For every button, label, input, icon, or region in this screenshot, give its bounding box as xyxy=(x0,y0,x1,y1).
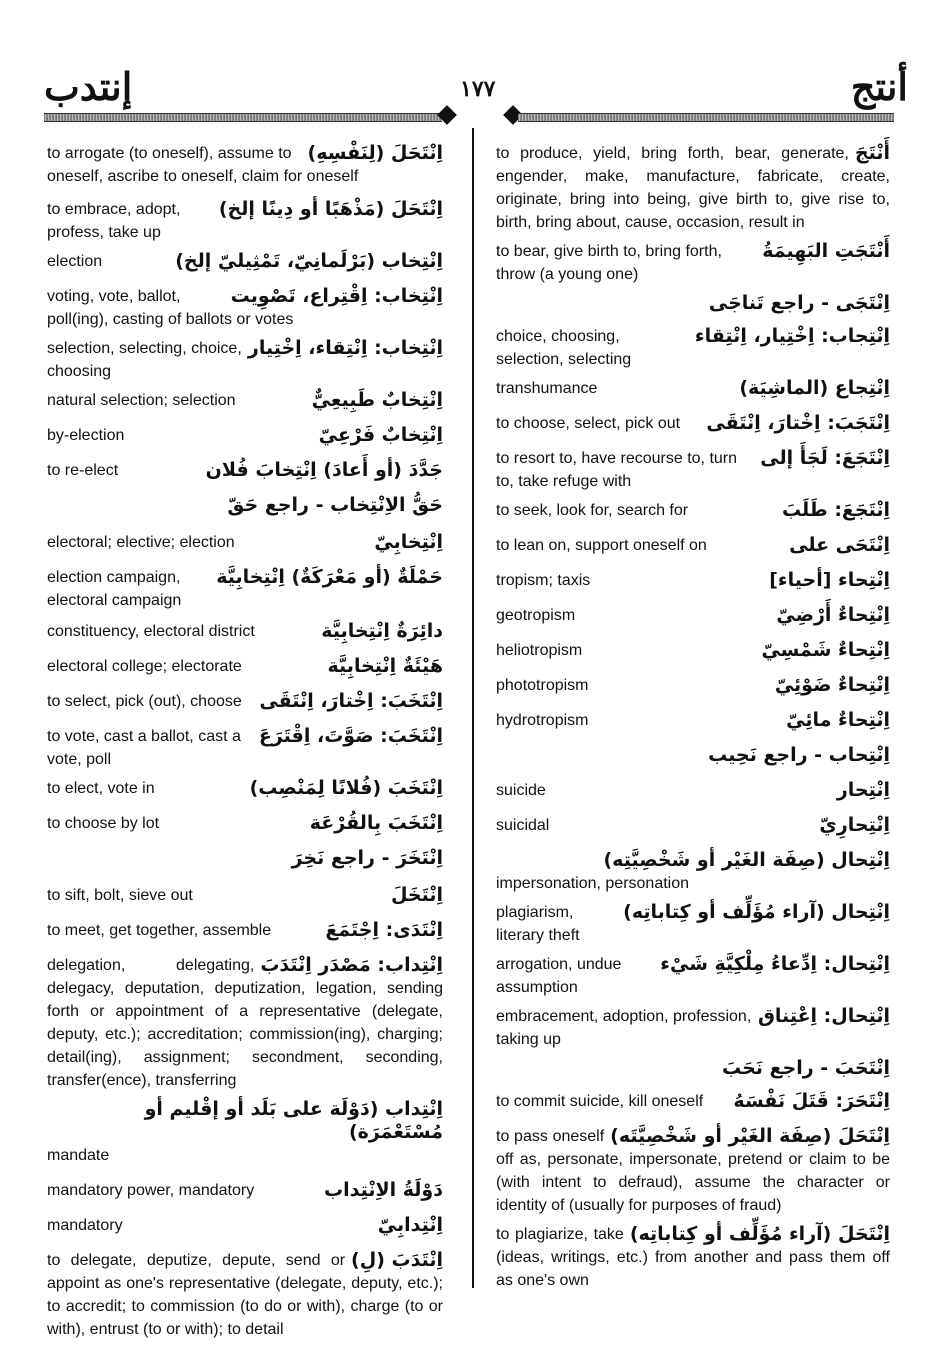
dictionary-entry xyxy=(496,292,890,315)
arabic-headword: اِنْتِحارِيّ xyxy=(819,814,890,836)
dictionary-entry xyxy=(47,954,443,1092)
english-definition: mandatory xyxy=(47,1217,123,1234)
dictionary-entry xyxy=(496,779,890,802)
english-definition: to plagiarize, take (ideas, writings, etc.) from another and pass them off as one's own xyxy=(496,1226,890,1289)
dictionary-entry xyxy=(496,1005,890,1051)
dictionary-entry xyxy=(496,142,890,234)
arabic-headword: حَمْلَةٌ (أو مَعْرَكَةٌ) اِنْتِخابِيَّة xyxy=(216,566,443,588)
english-definition: heliotropism xyxy=(496,642,583,659)
arabic-headword: اِنْتِخابٌ فَرْعِيّ xyxy=(318,424,443,446)
dictionary-entry xyxy=(496,569,890,592)
dictionary-entry xyxy=(47,1179,443,1202)
arabic-headword: اِنْتِحاءٌ مائِيّ xyxy=(786,709,890,731)
dictionary-entry xyxy=(496,325,890,371)
arabic-headword: اِنْتَخَبَ: اِخْتارَ، اِنْتَقَى xyxy=(259,690,443,712)
english-definition: choice, choosing, selection, selecting xyxy=(496,328,632,368)
english-definition: election campaign, electoral campaign xyxy=(47,569,182,609)
arabic-headword: اِنْتِخاب: اِقْتِراع، تَصْوِيت xyxy=(230,285,443,307)
arabic-headword: اِنْتَجَعَ: لَجَأَ إلى xyxy=(760,447,890,469)
english-definition: to bear, give birth to, bring forth, throw (a young one) xyxy=(496,243,722,283)
arabic-headword: اِنْتَدَبَ (لِ) xyxy=(351,1249,443,1271)
arabic-headword: اِنْتِحاء [أحياء] xyxy=(769,569,890,591)
english-definition: to produce, yield, bring forth, bear, generate, engender, make, manufacture, fabricate, create, originate, bring into being, give birth to, give rise to, birth, bring about, cause, occasion, result in xyxy=(496,145,890,231)
dictionary-entry xyxy=(496,901,890,947)
arabic-headword: اِنْتَحَلَ (مَذْهَبًا أو دِينًا إلخ) xyxy=(218,198,443,220)
dictionary-entry xyxy=(496,1090,890,1113)
dictionary-entry xyxy=(496,499,890,522)
dictionary-entry xyxy=(47,198,443,244)
arabic-headword: اِنْتَجَعَ: طَلَبَ xyxy=(781,499,890,521)
arabic-headword: اِنْتَخَبَ بِالقُرْعَة xyxy=(309,812,443,834)
dictionary-entry xyxy=(47,459,443,482)
dictionary-entry xyxy=(47,250,443,273)
dictionary-entry xyxy=(496,639,890,662)
dictionary-entry xyxy=(47,1098,443,1167)
arabic-headword: هَيْئَةٌ اِنْتِخابِيَّة xyxy=(327,655,443,677)
english-definition: to re-elect xyxy=(47,462,119,479)
english-definition: to vote, cast a ballot, cast a vote, poll xyxy=(47,728,241,768)
dictionary-entry xyxy=(47,725,443,771)
dictionary-entry xyxy=(47,531,443,554)
english-definition: to elect, vote in xyxy=(47,780,155,797)
english-definition: to seek, look for, search for xyxy=(496,502,689,519)
arabic-headword: اِنْتِحار xyxy=(836,779,890,801)
guide-word-right: أنتج xyxy=(850,64,908,109)
dictionary-entry xyxy=(47,285,443,331)
arabic-headword: اِنْتِجاع (الماشِيَة) xyxy=(739,377,890,399)
english-definition: to resort to, have recourse to, turn to, take refuge with xyxy=(496,450,738,490)
english-definition: to choose, select, pick out xyxy=(496,415,681,432)
dictionary-entry xyxy=(47,142,443,188)
english-definition: mandate xyxy=(47,1147,110,1164)
arabic-headword: جَدَّدَ (أو أَعادَ) اِنْتِخابَ فُلان xyxy=(205,459,443,481)
arabic-headword: اِنْتِخاب (بَرْلَمانِيّ، تَمْثِيليّ إلخ) xyxy=(175,250,443,272)
english-definition: tropism; taxis xyxy=(496,572,591,589)
arabic-headword: دائِرَةٌ اِنْتِخابِيَّة xyxy=(321,620,443,642)
english-definition: geotropism xyxy=(496,607,576,624)
arabic-headword: اِنْتِحال: اِدِّعاءُ مِلْكِيَّةِ شَيْء xyxy=(660,953,890,975)
dictionary-entry xyxy=(47,919,443,942)
arabic-headword: اِنْتَخَبَ: صَوَّتَ، اِقْتَرَعَ xyxy=(258,725,443,747)
dictionary-entry xyxy=(496,814,890,837)
english-definition: to commit suicide, kill oneself xyxy=(496,1093,704,1110)
header-rule-right xyxy=(518,113,894,122)
dictionary-entry xyxy=(47,389,443,412)
english-definition: hydrotropism xyxy=(496,712,589,729)
dictionary-entry xyxy=(47,1214,443,1237)
dictionary-entry xyxy=(496,744,890,767)
arabic-headword: اِنْتَحَرَ: قَتَلَ نَفْسَهُ xyxy=(733,1090,890,1112)
arabic-headword: اِنْتَحَى على xyxy=(789,534,890,556)
arabic-headword: اِنْتِحال (صِفَة الغَيْر أو شَخْصِيَّتِه) xyxy=(603,849,890,871)
arabic-headword: اِنْتَحَبَ - راجع نَحَبَ xyxy=(721,1057,890,1079)
right-column xyxy=(496,142,890,1292)
arabic-headword: اِنْتِجاب: اِخْتِيار، اِنْتِقاء xyxy=(694,325,890,347)
arabic-headword: اِنْتَحَلَ (صِفَة الغَيْر أو شَخْصِيَّتَه) xyxy=(610,1125,890,1147)
english-definition: selection, selecting, choice, choosing xyxy=(47,340,242,380)
arabic-headword: اِنْتِدابِيّ xyxy=(377,1214,443,1236)
english-definition: transhumance xyxy=(496,380,598,397)
left-column xyxy=(47,142,443,1341)
dictionary-entry xyxy=(47,620,443,643)
dictionary-entry xyxy=(496,412,890,435)
arabic-headword: اِنْتَخَبَ (فُلانًا لِمَنْصِب) xyxy=(249,777,443,799)
dictionary-entry xyxy=(496,240,890,286)
dictionary-entry xyxy=(496,534,890,557)
dictionary-entry xyxy=(496,1223,890,1292)
arabic-headword: دَوْلَةُ الاِنْتِداب xyxy=(324,1179,443,1201)
english-definition: to pass oneself off as, personate, impersonate, pretend or claim to be (with intent to defraud), assume the character or identity of (usually for purposes of fraud) xyxy=(496,1128,890,1214)
arabic-headword: اِنْتِحال (آراء مُؤَلِّف أو كِتاباتِه) xyxy=(623,901,890,923)
english-definition: voting, vote, ballot, poll(ing), casting of ballots or votes xyxy=(47,288,294,328)
dictionary-entry xyxy=(47,884,443,907)
dictionary-entry xyxy=(496,1125,890,1217)
english-definition: constituency, electoral district xyxy=(47,623,255,640)
dictionary-entry xyxy=(496,674,890,697)
english-definition: to choose by lot xyxy=(47,815,160,832)
english-definition: impersonation, personation xyxy=(496,875,690,892)
arabic-headword: أَنْتَجَ xyxy=(854,142,890,164)
dictionary-entry xyxy=(496,953,890,999)
dictionary-entry xyxy=(47,847,443,870)
arabic-headword: اِنْتِحاءٌ شَمْسِيّ xyxy=(761,639,890,661)
english-definition: to sift, bolt, sieve out xyxy=(47,887,193,904)
english-definition: to meet, get together, assemble xyxy=(47,922,272,939)
arabic-headword: أَنْتَجَتِ البَهِيمَةُ xyxy=(762,240,890,262)
arabic-headword: اِنْتَخَرَ - راجع نَخِرَ xyxy=(291,847,443,869)
header-rule-left xyxy=(44,113,442,122)
dictionary-entry xyxy=(47,337,443,383)
dictionary-entry xyxy=(496,377,890,400)
arabic-headword: اِنْتَجَى - راجع تَناجَى xyxy=(708,292,890,314)
arabic-headword: اِنْتَدَى: اِجْتَمَعَ xyxy=(325,919,443,941)
english-definition: mandatory power, mandatory xyxy=(47,1182,255,1199)
page-number: ١٧٧ xyxy=(460,76,496,102)
arabic-headword: اِنْتَجَبَ: اِخْتارَ، اِنْتَقَى xyxy=(706,412,890,434)
dictionary-entry xyxy=(47,655,443,678)
arabic-headword: اِنْتِداب (دَوْلَة على بَلَد أو إقْليم أو مُسْتَعْمَرَة) xyxy=(144,1098,443,1143)
dictionary-entry xyxy=(47,424,443,447)
english-definition: to lean on, support oneself on xyxy=(496,537,707,554)
column-divider xyxy=(472,128,474,1288)
dictionary-entry xyxy=(47,777,443,800)
page-header xyxy=(0,62,944,112)
english-definition: electoral; elective; election xyxy=(47,534,235,551)
english-definition: delegation, delegating, delegacy, deputation, deputization, legation, sending forth or appointment of a representative (delegate, deputy, etc.); accreditation; commission(ing), charging; detail(ing), assignment; secondment, seconding, transfer(ence), transferring xyxy=(47,957,443,1089)
dictionary-entry xyxy=(496,604,890,627)
english-definition: suicide xyxy=(496,782,546,799)
english-definition: election xyxy=(47,253,103,270)
english-definition: electoral college; electorate xyxy=(47,658,242,675)
english-definition: embracement, adoption, profession, taking up xyxy=(496,1008,752,1048)
arabic-headword: اِنْتِحاءٌ أَرْضِيّ xyxy=(776,604,890,626)
arabic-headword: اِنْتِحاب - راجع نَحِيب xyxy=(708,744,890,766)
dictionary-entry xyxy=(47,690,443,713)
english-definition: natural selection; selection xyxy=(47,392,236,409)
guide-word-left: إنتدب xyxy=(44,64,133,109)
english-definition: to select, pick (out), choose xyxy=(47,693,242,710)
english-definition: suicidal xyxy=(496,817,550,834)
dictionary-entry xyxy=(47,1249,443,1341)
dictionary-entry xyxy=(496,709,890,732)
arabic-headword: اِنْتَحَلَ (لِنَفْسِهِ) xyxy=(307,142,443,164)
english-definition: to embrace, adopt, profess, take up xyxy=(47,201,181,241)
english-definition: to arrogate (to oneself), assume to oneself, ascribe to oneself, claim for oneself xyxy=(47,145,359,185)
arabic-headword: اِنْتَحَلَ (آراء مُؤَلِّف أو كِتاباتِه) xyxy=(629,1223,890,1245)
dictionary-entry xyxy=(496,447,890,493)
arabic-headword: اِنْتَخَلَ xyxy=(390,884,443,906)
dictionary-entry xyxy=(47,494,443,517)
dictionary-entry xyxy=(47,566,443,612)
english-definition: arrogation, undue assumption xyxy=(496,956,622,996)
english-definition: plagiarism, literary theft xyxy=(496,904,580,944)
dictionary-entry xyxy=(496,1057,890,1080)
arabic-headword: اِنْتِداب: مَصْدَر اِنْتَدَبَ xyxy=(260,954,443,976)
arabic-headword: حَقُّ الاِنْتِخاب - راجع حَقّ xyxy=(227,494,443,516)
arabic-headword: اِنْتِخابِيّ xyxy=(374,531,443,553)
english-definition: to delegate, deputize, depute, send or appoint as one's representative (delegate, deputy, etc.); to accredit; to commission (to do or with), charge (to or with), entrust (to or with); to detail xyxy=(47,1252,443,1338)
dictionary-entry xyxy=(47,812,443,835)
english-definition: phototropism xyxy=(496,677,589,694)
arabic-headword: اِنْتِخابٌ طَبِيعِيٌّ xyxy=(311,389,443,411)
arabic-headword: اِنْتِخاب: اِنْتِقاء، اِخْتِيار xyxy=(247,337,443,359)
arabic-headword: اِنْتِحاءٌ ضَوْئِيّ xyxy=(774,674,890,696)
english-definition: by-election xyxy=(47,427,125,444)
arabic-headword: اِنْتِحال: اِعْتِناق xyxy=(757,1005,890,1027)
dictionary-entry xyxy=(496,849,890,895)
